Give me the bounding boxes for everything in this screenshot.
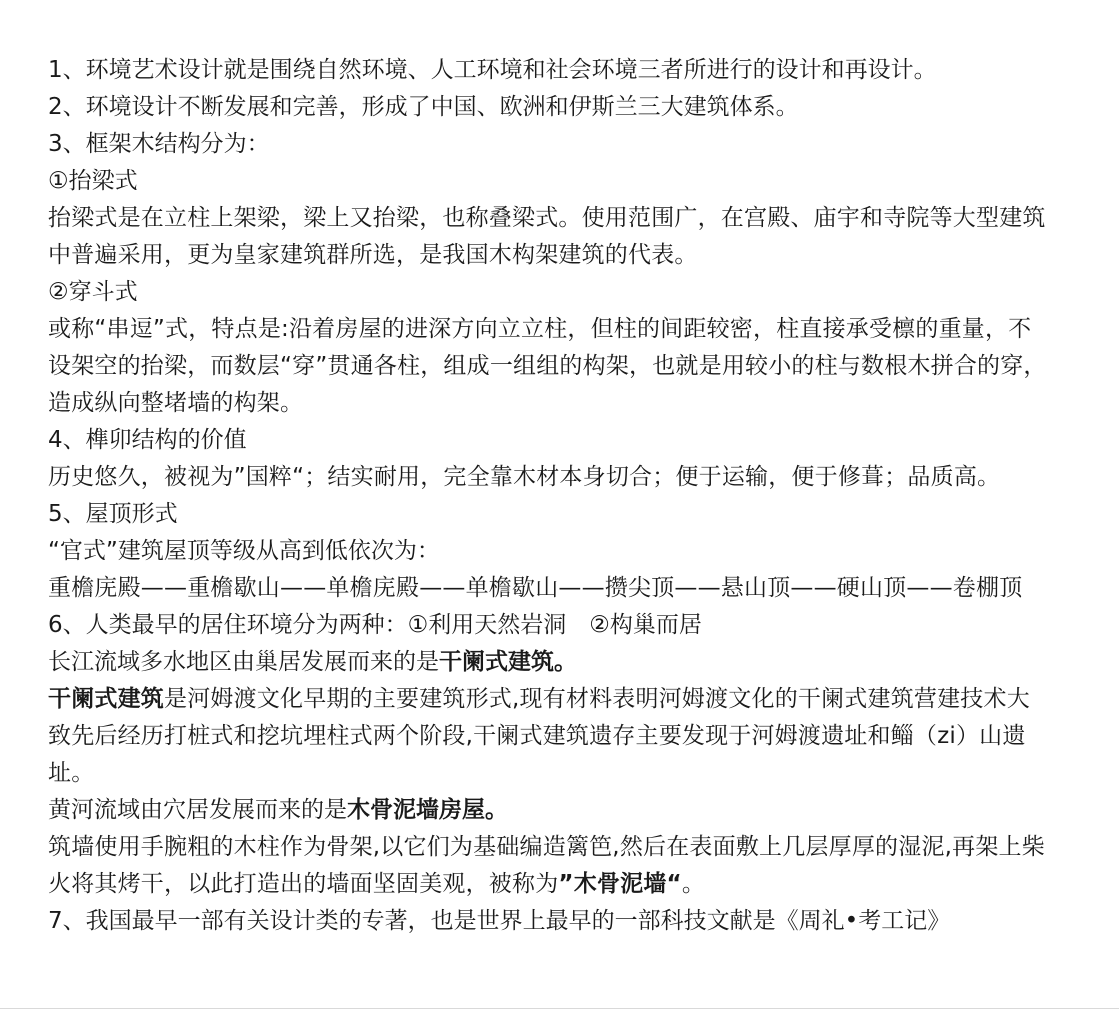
paragraph-18: 7、我国最早一部有关设计类的专著，也是世界上最早的一部科技文献是《周礼•考工记》 — [48, 908, 951, 934]
paragraph-17-end: 。 — [681, 871, 706, 897]
paragraph-4: ①抬梁式 — [48, 168, 138, 194]
paragraph-15-bold: 干阑式建筑 — [48, 686, 164, 712]
document-body — [48, 52, 1048, 940]
paragraph-13: 6、人类最早的居住环境分为两种：①利用天然岩洞 ②构巢而居 — [48, 612, 702, 638]
paragraph-9: 历史悠久，被视为”国粹“；结实耐用，完全靠木材本身切合；便于运输，便于修葺；品质高。 — [48, 464, 1001, 490]
paragraph-16-bold: 木骨泥墙房屋。 — [347, 797, 508, 823]
page-bottom-divider — [0, 1008, 1119, 1009]
paragraph-17-text: 筑墙使用手腕粗的木柱作为骨架,以它们为基础编造篱笆,然后在表面敷上几层厚厚的湿泥,再架上柴火将其烤干，以此打造出的墙面坚固美观，被称为 — [48, 834, 1045, 897]
paragraph-14 — [48, 644, 1048, 681]
paragraph-3: 3、框架木结构分为： — [48, 131, 270, 157]
paragraph-11: “官式”建筑屋顶等级从高到低依次为： — [48, 538, 440, 564]
paragraph-12: 重檐庑殿——重檐歇山——单檐庑殿——单檐歇山——攒尖顶——悬山顶——硬山顶——卷棚顶 — [48, 575, 1023, 601]
paragraph-5: 抬梁式是在立柱上架梁，梁上又抬梁，也称叠梁式。使用范围广，在宫殿、庙宇和寺院等大型建筑中普遍采用，更为皇家建筑群所选，是我国木构架建筑的代表。 — [48, 205, 1046, 268]
paragraph-16-text: 黄河流域由穴居发展而来的是 — [48, 797, 347, 823]
paragraph-14-bold: 干阑式建筑。 — [439, 649, 577, 675]
paragraph-10: 5、屋顶形式 — [48, 501, 178, 527]
paragraph-7: 或称“串逗”式，特点是:沿着房屋的进深方向立立柱，但柱的间距较密，柱直接承受檩的重量，不设架空的抬梁，而数层“穿”贯通各柱，组成一组组的构架，也就是用较小的柱与数根木拼合的穿，造成纵向整堵墙的构架。 — [48, 316, 1047, 416]
paragraph-2: 2、环境设计不断发展和完善，形成了中国、欧洲和伊斯兰三大建筑体系。 — [48, 94, 799, 120]
paragraph-15 — [48, 681, 1048, 792]
paragraph-1: 1、环境艺术设计就是围绕自然环境、人工环境和社会环境三者所进行的设计和再设计。 — [48, 57, 937, 83]
paragraph-6: ②穿斗式 — [48, 279, 138, 305]
paragraph-8: 4、榫卯结构的价值 — [48, 427, 247, 453]
paragraph-17 — [48, 829, 1048, 903]
paragraph-14-text: 长江流域多水地区由巢居发展而来的是 — [48, 649, 439, 675]
paragraph-16 — [48, 792, 1048, 829]
paragraph-17-bold: ”木骨泥墙“ — [558, 871, 682, 897]
paragraph-15-text: 是河姆渡文化早期的主要建筑形式,现有材料表明河姆渡文化的干阑式建筑营建技术大致先后经历打桩式和挖坑埋柱式两个阶段,干阑式建筑遗存主要发现于河姆渡遗址和鲻（zi）山遗址。 — [48, 686, 1030, 786]
